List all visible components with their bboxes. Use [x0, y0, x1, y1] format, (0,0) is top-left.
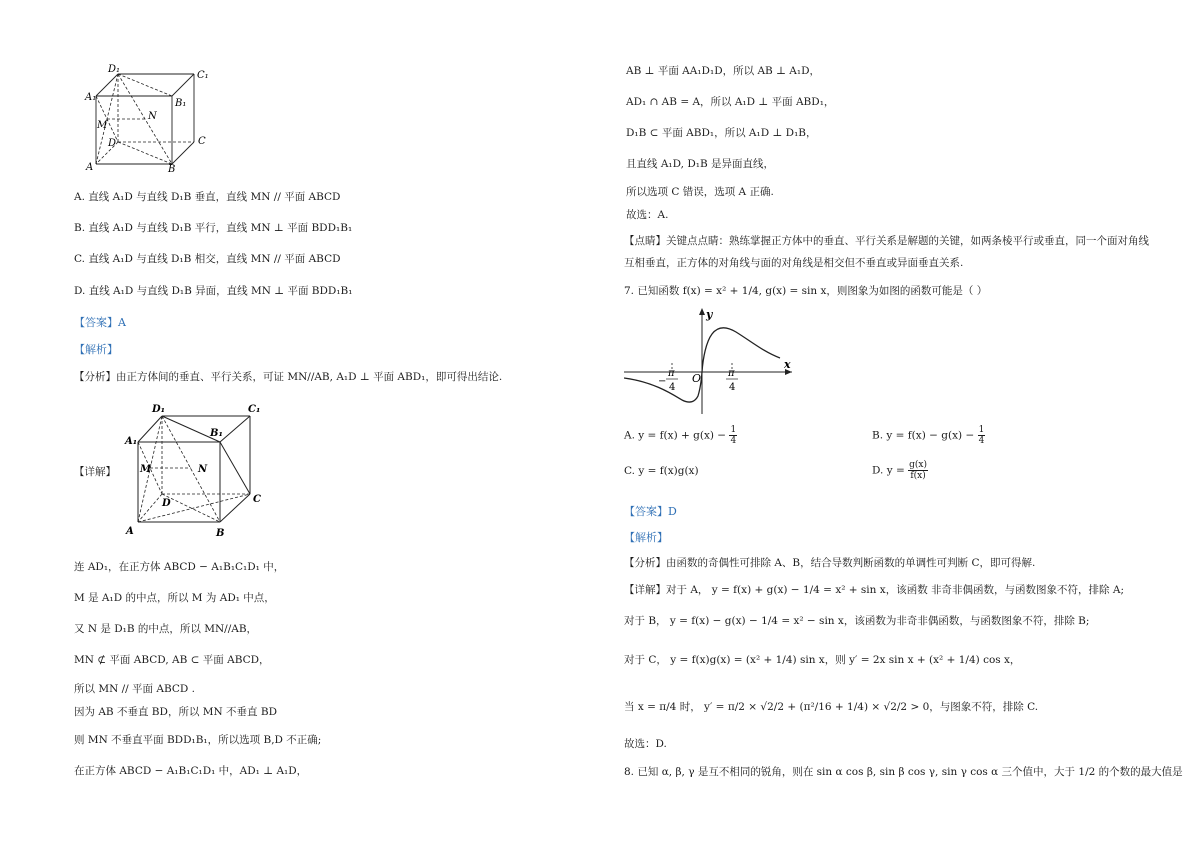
q7-option-d-text: D. y =	[872, 464, 905, 477]
xiangjie-label: 【详解】	[74, 466, 116, 478]
step-4: MN ⊄ 平面 ABCD, AB ⊂ 平面 ABCD，	[74, 654, 270, 666]
q7-option-b-text: B. y = f(x) − g(x) −	[872, 429, 975, 442]
label-C1: C₁	[197, 70, 209, 81]
proof-line-3: D₁B ⊂ 平面 ABD₁，所以 A₁D ⊥ D₁B，	[626, 127, 817, 139]
graph-x-label: x	[784, 358, 791, 371]
label2-C: C	[253, 494, 261, 505]
q7-option-b	[872, 425, 985, 446]
graph-neg-pi: π	[668, 368, 675, 379]
option-b: B. 直线 A₁D 与直线 D₁B 平行，直线 MN ⊥ 平面 BDD₁B₁	[74, 222, 353, 234]
label-D: D	[108, 138, 117, 149]
fenxi-text-7: 【分析】由函数的奇偶性可排除 A、B，结合导数判断函数的单调性可判断 C，即可得解.	[624, 557, 1036, 569]
function-graph	[624, 306, 799, 416]
dianjing-line-1: 【点睛】关键点点睛：熟练掌握正方体中的垂直、平行关系是解题的关键，如两条棱平行或垂直，同一个面对角线	[624, 235, 1149, 247]
q7-option-a-frac	[729, 425, 737, 446]
cube-figure-2	[124, 398, 264, 540]
label-N: N	[148, 111, 157, 122]
proof-line-4: 且直线 A₁D, D₁B 是异面直线，	[626, 158, 775, 170]
answer-label-7: 【答案】D	[624, 505, 677, 518]
label2-D1: D₁	[152, 404, 166, 415]
q7-option-b-frac	[978, 425, 986, 446]
option-c: C. 直线 A₁D 与直线 D₁B 相交，直线 MN // 平面 ABCD	[74, 253, 341, 265]
step-3: 又 N 是 D₁B 的中点，所以 MN//AB，	[74, 623, 258, 635]
proof-line-5: 所以选项 C 错误，选项 A 正确.	[626, 186, 774, 198]
q7-option-d-frac	[908, 460, 928, 481]
label2-B: B	[216, 528, 225, 539]
label-A1: A₁	[85, 92, 97, 103]
label2-A: A	[126, 526, 134, 537]
option-a: A. 直线 A₁D 与直线 D₁B 垂直，直线 MN // 平面 ABCD	[74, 191, 341, 203]
label-D1: D₁	[108, 64, 121, 75]
q7-option-a	[624, 425, 737, 446]
fenxi-text: 【分析】由正方体间的垂直、平行关系，可证 MN//AB, A₁D ⊥ 平面 ABD₁，即可得出结论.	[74, 371, 503, 383]
label-B1: B₁	[175, 98, 187, 109]
label2-C1: C₁	[248, 404, 261, 415]
analysis-label: 【解析】	[74, 343, 118, 356]
frac-num: 1	[730, 425, 737, 435]
label-A: A	[86, 162, 94, 173]
label2-B1: B₁	[210, 428, 223, 439]
label2-N: N	[198, 464, 208, 475]
step-1: 连 AD₁，在正方体 ABCD − A₁B₁C₁D₁ 中，	[74, 561, 285, 573]
step-2: M 是 A₁D 的中点，所以 M 为 AD₁ 中点，	[74, 592, 275, 604]
frac-den: 4	[730, 436, 737, 446]
step-8: 在正方体 ABCD − A₁B₁C₁D₁ 中，AD₁ ⊥ A₁D，	[74, 765, 308, 777]
proof-line-6: 故选：A.	[626, 209, 669, 221]
frac-den: 4	[978, 436, 985, 446]
proof-line-2: AD₁ ∩ AB = A，所以 A₁D ⊥ 平面 ABD₁，	[626, 96, 835, 108]
detail-a: 【详解】对于 A， y = f(x) + g(x) − 1/4 = x² + sin x，该函数 非奇非偶函数，与函数图象不符，排除 A;	[624, 584, 1124, 596]
graph-origin-label: O	[692, 372, 702, 385]
question-8: 8. 已知 α, β, γ 是互不相同的锐角，则在 sin α cos β, sin β cos γ, sin γ cos α 三个值中，大于 1/2 的个数的最大值是	[624, 766, 1183, 778]
graph-y-label: y	[706, 308, 713, 321]
step-6: 因为 AB 不垂直 BD，所以 MN 不垂直 BD	[74, 706, 278, 718]
label-M: M	[97, 120, 108, 131]
q7-option-a-text: A. y = f(x) + g(x) −	[624, 429, 727, 442]
q7-option-d	[872, 460, 928, 481]
dianjing-line-2: 互相垂直，正方体的对角线与面的对角线是相交但不垂直或异面垂直关系.	[624, 257, 964, 269]
label-C: C	[198, 136, 206, 147]
question-7: 7. 已知函数 f(x) = x² + 1/4, g(x) = sin x，则图象为如图的函数可能是（ ）	[624, 285, 988, 297]
q7-option-c: C. y = f(x)g(x)	[624, 465, 699, 477]
step-5: 所以 MN // 平面 ABCD .	[74, 683, 195, 695]
label2-D: D	[162, 498, 171, 509]
cube-figure-1	[84, 62, 224, 174]
frac-num: g(x)	[909, 460, 927, 470]
graph-neg-four: 4	[669, 382, 676, 393]
frac-den: f(x)	[910, 471, 926, 481]
step-7: 则 MN 不垂直平面 BDD₁B₁，所以选项 B,D 不正确;	[74, 734, 322, 746]
detail-when: 当 x = π/4 时， y′ = π/2 × √2/2 + (π²/16 + 1/4) × √2/2 > 0，与图象不符，排除 C.	[624, 701, 1039, 713]
frac-num: 1	[978, 425, 985, 435]
detail-c: 对于 C， y = f(x)g(x) = (x² + 1/4) sin x，则 y′ = 2x sin x + (x² + 1/4) cos x，	[624, 654, 1021, 666]
graph-pos-pi: π	[728, 368, 735, 379]
graph-pos-four: 4	[729, 382, 736, 393]
proof-line-1: AB ⊥ 平面 AA₁D₁D，所以 AB ⊥ A₁D，	[626, 65, 821, 77]
analysis-label-7: 【解析】	[624, 531, 668, 544]
label2-A1: A₁	[125, 436, 138, 447]
detail-b: 对于 B， y = f(x) − g(x) − 1/4 = x² − sin x，该函数为非奇非偶函数，与函数图象不符，排除 B;	[624, 615, 1090, 627]
label-B: B	[168, 164, 176, 174]
answer-label: 【答案】A	[74, 316, 126, 329]
detail-conclusion: 故选：D.	[624, 738, 667, 750]
label2-M: M	[140, 464, 152, 475]
graph-neg-minus: −	[658, 376, 667, 387]
option-d: D. 直线 A₁D 与直线 D₁B 异面，直线 MN ⊥ 平面 BDD₁B₁	[74, 285, 353, 297]
